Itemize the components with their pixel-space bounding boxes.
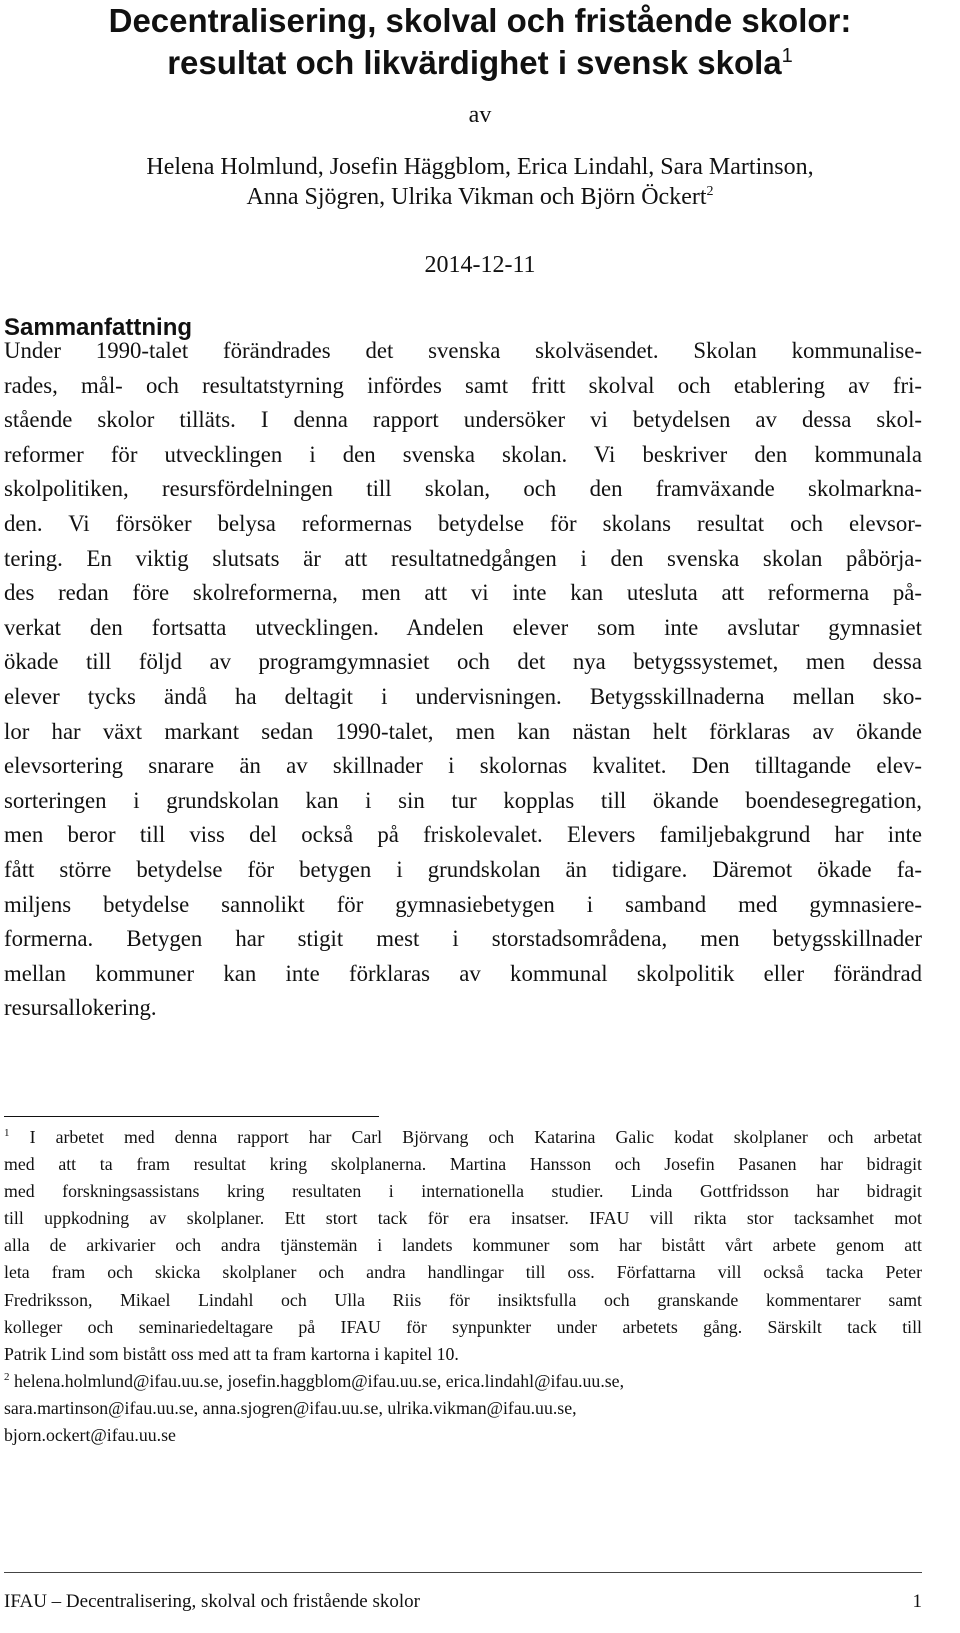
footnote-1-mark: 1: [4, 1127, 10, 1140]
footnote-2-mark: 2: [4, 1370, 10, 1383]
abstract-line: Under 1990-talet förändrades det svenska skolväsendet. Skolan kommunalise-: [4, 338, 922, 363]
abstract-heading: Sammanfattning: [4, 314, 193, 341]
authors-line-1: Helena Holmlund, Josefin Häggblom, Erica Lindahl, Sara Martinson,: [146, 154, 814, 180]
abstract-line: reformer för utvecklingen i den svenska skolan. Vi beskriver den kommunala: [4, 441, 922, 467]
byline: av: [468, 102, 492, 128]
authors-line-2: Anna Sjögren, Ulrika Vikman och Björn Öckert: [246, 184, 707, 210]
title-footnote-mark[interactable]: 1: [781, 45, 793, 67]
footnote-1-line: med att ta fram resultat kring skolplanerna. Martina Hansson och Josefin Pasanen har bidragit: [4, 1154, 922, 1175]
abstract-line: tering. En viktig slutsats är att resultatnedgången i den svenska skolan påbörja-: [4, 545, 922, 571]
abstract-line: skolpolitiken, resursfördelningen till skolan, och den framväxande skolmarkna-: [4, 476, 922, 502]
footnote-1-line: till uppkodning av skolplaner. Ett stort tack för era insatser. IFAU vill rikta stor tacksamhet mot: [4, 1208, 922, 1229]
document-title: [28, 0, 932, 84]
page-number: 1: [912, 1591, 922, 1612]
footnote-1-line: Patrik Lind som bistått oss med att ta fram kartorna i kapitel 10.: [4, 1343, 459, 1364]
abstract-line: fått större betydelse för betygen i grundskolan än tidigare. Däremot ökade fa-: [4, 856, 922, 882]
footnote-1-line: med forskningsassistans kring resultaten i internationella studier. Linda Gottfridsson har bidragit: [4, 1181, 922, 1202]
abstract-line: des redan före skolreformerna, men att vi inte kan utesluta att reformerna på-: [4, 580, 922, 606]
authors-footnote-mark[interactable]: 2: [706, 184, 714, 199]
abstract-line: men beror till viss del också på friskolevalet. Elevers familjebakgrund har inte: [4, 822, 922, 848]
abstract-body: [4, 334, 922, 1026]
title-line-2: resultat och likvärdighet i svensk skola: [167, 44, 782, 81]
abstract-line: rades, mål- och resultatstyrning infördes samt fritt skolval och etablering av fri-: [4, 372, 922, 398]
abstract-line: lor har växt markant sedan 1990-talet, men kan nästan helt förklaras av ökande: [4, 718, 922, 744]
footnote-1-line: leta fram och skicka skolplaner och andra handlingar till oss. Författarna vill också tacka Peter: [4, 1262, 922, 1283]
abstract-line: resursallokering.: [4, 995, 157, 1021]
abstract-line: mellan kommuner kan inte förklaras av kommunal skolpolitik eller förändrad: [4, 960, 922, 986]
running-footer: IFAU – Decentralisering, skolval och fristående skolor: [4, 1591, 420, 1612]
footnote-2-line[interactable]: bjorn.ockert@ifau.uu.se: [4, 1425, 176, 1446]
abstract-line: verkat den fortsatta utvecklingen. Andelen elever som inte avslutar gymnasiet: [4, 614, 922, 640]
abstract-line: miljens betydelse sannolikt för gymnasiebetygen i samband med gymnasiere-: [4, 891, 922, 917]
footnote-2-line[interactable]: sara.martinson@ifau.uu.se, anna.sjogren@ifau.uu.se, ulrika.vikman@ifau.uu.se,: [4, 1397, 577, 1418]
footnotes: [4, 1124, 922, 1449]
abstract-line: elevsortering snarare än av skillnader i skolornas kvalitet. Den tilltagande elev-: [4, 753, 922, 779]
email-links[interactable]: helena.holmlund@ifau.uu.se, josefin.haggblom@ifau.uu.se, erica.lindahl@ifau.uu.se,: [13, 1370, 625, 1391]
footnote-1-line: $^1$ I arbetet med denna rapport har Carl Björvang och Katarina Galic kodat skolplaner och arbetat: [4, 1127, 922, 1147]
author-list: [0, 152, 960, 212]
title-line-1: Decentralisering, skolval och fristående skolor:: [108, 2, 852, 39]
publication-date: 2014-12-11: [424, 252, 536, 278]
abstract-line: formerna. Betygen har stigit mest i storstadsområdena, men betygsskillnader: [4, 926, 922, 952]
footnote-1-line: Fredriksson, Mikael Lindahl och Ulla Riis för insiktsfulla och granskande kommentarer samt: [4, 1289, 922, 1310]
footnote-1-line: kolleger och seminariedeltagare på IFAU för synpunkter under arbetets gång. Särskilt tack till: [4, 1316, 922, 1337]
abstract-line: sorteringen i grundskolan kan i sin tur kopplas till ökande boendesegregation,: [4, 787, 922, 813]
footnote-1-line: alla de arkivarier och andra tjänstemän i landets kommuner som har bistått vårt arbete genom att: [4, 1235, 922, 1256]
abstract-line: den. Vi försöker belysa reformernas betydelse för skolans resultat och elevsor-: [4, 510, 922, 536]
abstract-line: elever tycks ändå ha deltagit i undervisningen. Betygsskillnaderna mellan sko-: [4, 683, 922, 709]
footer-rule: [4, 1572, 922, 1573]
footnote-separator: [4, 1116, 379, 1117]
footnote-2-line: [4, 1368, 922, 1395]
abstract-line: ökade till följd av programgymnasiet och det nya betygssystemet, men dessa: [4, 649, 922, 675]
abstract-line: stående skolor tilläts. I denna rapport undersöker vi betydelsen av dessa skol-: [4, 407, 922, 433]
